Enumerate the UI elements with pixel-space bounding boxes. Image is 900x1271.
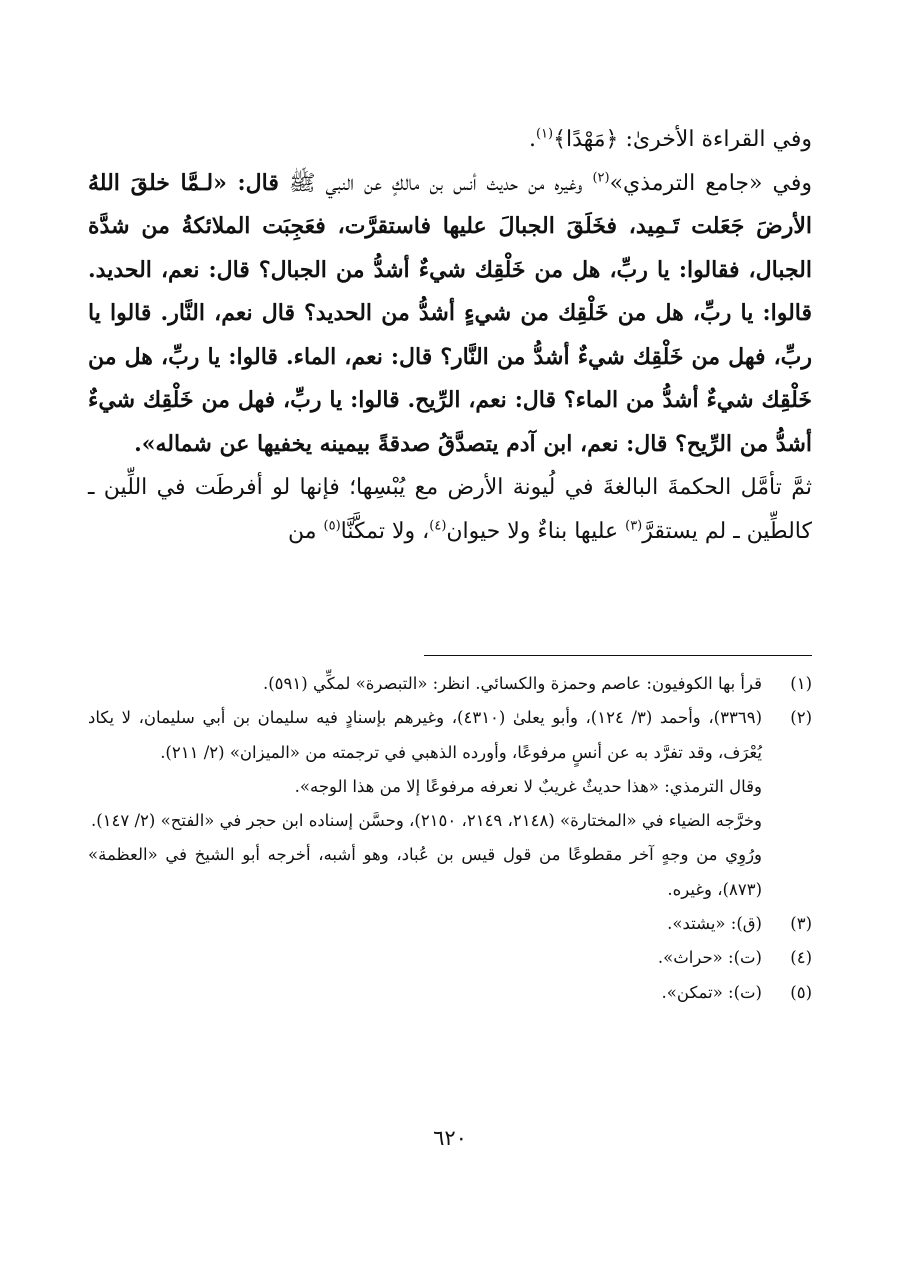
paragraph-text: من	[287, 518, 324, 544]
footnote-content	[88, 976, 762, 1010]
paragraph-reflection	[88, 466, 812, 553]
footnote-4	[88, 941, 812, 975]
hadith-text: قال: «لـمَّا خلقَ اللهُ الأرضَ جَعَلت تَـمِيد، فخَلَقَ الجبالَ عليها فاستقرَّت، فعَجِبَت الملائكةُ من شدَّة الجبال، فقالوا: يا ربِّ، هل من خَلْقِك شيءٌ أشدُّ من الجبال؟ قال: نعم، الحديد. قالوا: يا ربِّ، هل من خَلْقِك من شيءٍ أشدُّ من الحديد؟ قال نعم، النَّار. قالوا يا ربِّ، فهل من خَلْقِك شيءٌ أشدُّ من النَّار؟ قال: نعم، الماء. قالوا: يا ربِّ، هل من خَلْقِك شيءٌ أشدُّ من الماء؟ قال: نعم، الرِّيح. قالوا: يا ربِّ، فهل من خَلْقِك شيءٌ أشدُّ من الرِّيح؟ قال: نعم، ابن آدم يتصدَّقُ صدقةً بيمينه يخفيها عن شماله».	[88, 169, 812, 457]
paragraph-text: وغيره من حديث أنس بن مالكٍ عن النبي ﷺ	[288, 170, 593, 196]
page-number: ٦٢٠	[433, 1126, 467, 1150]
footnote-line: (٣٣٦٩)، وأحمد (٣/ ١٢٤)، وأبو يعلىٰ (٤٣١٠)، وغيرهم بإسنادٍ فيه سليمان بن أبي سليمان، لا يكاد يُعْرَف، وقد تفرَّد به عن أنسٍ مرفوعًا، وأورده الذهبي في ترجمته من «الميزان» (٢/ ٢١١).	[88, 708, 762, 762]
paragraph-text: وفي القراءة الأخرىٰ: ﴿مَهْدًا﴾	[553, 127, 812, 152]
paragraph-text: ، ولا تمكَّنَّا	[340, 518, 430, 544]
footnote-content	[88, 701, 762, 907]
footnote-number: (٥)	[790, 982, 812, 1002]
paragraph-qiraah	[88, 118, 812, 162]
footnote-1	[88, 667, 812, 701]
main-text	[88, 118, 812, 553]
footnote-line: (ق): «يشتد».	[667, 914, 762, 934]
footnote-line: ورُوِي من وجهٍ آخر مقطوعًا من قول قيس بن عُباد، وهو أشبه، أخرجه أبو الشيخ في «العظمة» (٨٧٣)، وغيره.	[88, 845, 762, 899]
footnote-number: (٣)	[790, 914, 812, 934]
footnotes	[88, 667, 812, 1010]
footnote-5	[88, 976, 812, 1010]
footnote-content	[88, 667, 762, 701]
footnote-number: (٢)	[790, 708, 812, 728]
footnote-content	[88, 907, 762, 941]
paragraph-hadith-source	[88, 162, 812, 467]
footnote-content	[88, 941, 762, 975]
paragraph-text: عليها بناءٌ ولا حيوان	[446, 518, 626, 544]
footnote-ref-2[interactable]: (٢)	[592, 170, 610, 186]
footnote-line: وخرَّجه الضياء في «المختارة» (٢١٤٨، ٢١٤٩، ٢١٥٠)، وحسَّن إسناده ابن حجر في «الفتح» (٢/ ١٤٧).	[90, 811, 762, 831]
footnote-ref-4[interactable]: (٤)	[429, 518, 447, 534]
footnote-ref-5[interactable]: (٥)	[323, 518, 341, 534]
footnote-ref-3[interactable]: (٣)	[625, 518, 643, 534]
footnote-3	[88, 907, 812, 941]
footnote-line: قرأ بها الكوفيون: عاصم وحمزة والكسائي. انظر: «التبصرة» لمكِّي (٥٩١).	[262, 674, 762, 693]
paragraph-text: ثمَّ تأمَّل الحكمةَ البالغةَ في لُيونة الأرض مع يُبْسِها؛ فإنها لو أفرطَت في اللِّين ـ كالطِّين ـ لم يستقرَّ	[88, 475, 812, 544]
footnote-number: (١)	[790, 674, 812, 693]
paragraph-text: وفي «جامع الترمذي»	[609, 170, 812, 196]
footnote-number: (٤)	[790, 948, 812, 968]
footnote-line: (ت): «حراث».	[657, 948, 762, 968]
footnote-line: وقال الترمذي: «هذا حديثٌ غريبٌ لا نعرفه مرفوعًا إلا من هذا الوجه».	[294, 776, 762, 796]
footnote-line: (ت): «تمكن».	[661, 982, 762, 1002]
footnote-ref-1[interactable]: (١)	[535, 126, 554, 142]
paragraph-end: .	[528, 127, 536, 152]
footnote-2	[88, 701, 812, 907]
footnote-separator	[424, 655, 812, 656]
